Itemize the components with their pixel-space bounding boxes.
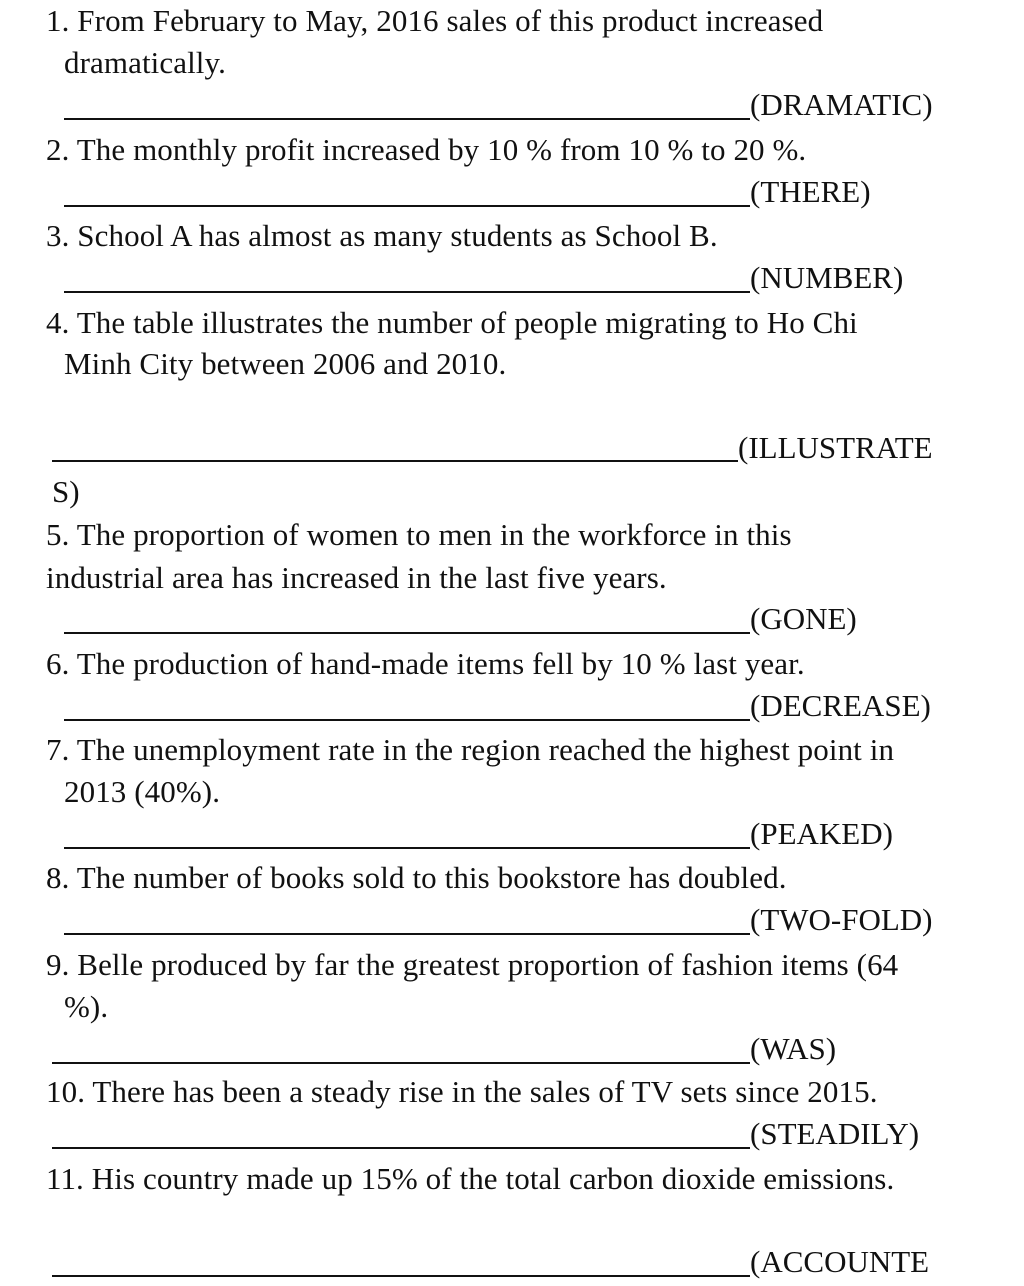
item-6-hint: (DECREASE): [750, 688, 931, 723]
item-9-hint: (WAS): [750, 1031, 837, 1066]
item-2-line-1: 2. The monthly profit increased by 10 % from 10 % to 20 %.: [46, 132, 807, 167]
item-5-hint: (GONE): [750, 601, 857, 636]
item-5-line-2: industrial area has increased in the last five years.: [46, 560, 667, 595]
item-8-answer-blank[interactable]: [64, 933, 750, 935]
item-4-hint-continuation: S): [52, 474, 80, 509]
item-3-hint: (NUMBER): [750, 260, 904, 295]
item-10-hint: (STEADILY): [750, 1116, 920, 1151]
item-4-hint: (ILLUSTRATE: [738, 430, 933, 465]
item-4-line-1: 4. The table illustrates the number of people migrating to Ho Chi: [46, 305, 858, 340]
item-10-answer-blank[interactable]: [52, 1147, 750, 1149]
item-1-hint: (DRAMATIC): [750, 87, 933, 122]
item-3-line-1: 3. School A has almost as many students as School B.: [46, 218, 718, 253]
item-7-line-2: 2013 (40%).: [64, 774, 221, 809]
item-9-answer-blank[interactable]: [52, 1062, 750, 1064]
item-1-line-2: dramatically.: [64, 45, 226, 80]
item-2-answer-blank[interactable]: [64, 205, 750, 207]
item-7-answer-blank[interactable]: [64, 847, 750, 849]
item-4-answer-blank[interactable]: [52, 460, 738, 462]
item-8-line-1: 8. The number of books sold to this bookstore has doubled.: [46, 860, 787, 895]
item-7-line-1: 7. The unemployment rate in the region reached the highest point in: [46, 732, 895, 767]
item-9-line-1: 9. Belle produced by far the greatest proportion of fashion items (64: [46, 947, 899, 982]
item-11-line-1: 11. His country made up 15% of the total carbon dioxide emissions.: [46, 1161, 895, 1196]
item-1-answer-blank[interactable]: [64, 118, 750, 120]
item-2-hint: (THERE): [750, 174, 871, 209]
item-10-line-1: 10. There has been a steady rise in the sales of TV sets since 2015.: [46, 1074, 878, 1109]
item-6-line-1: 6. The production of hand-made items fell by 10 % last year.: [46, 646, 805, 681]
item-11-answer-blank[interactable]: [52, 1275, 750, 1277]
item-11-hint: (ACCOUNTE: [750, 1244, 930, 1279]
item-9-line-2: %).: [64, 989, 109, 1024]
item-5-answer-blank[interactable]: [64, 632, 750, 634]
item-1-line-1: 1. From February to May, 2016 sales of this product increased: [46, 3, 824, 38]
item-4-line-2: Minh City between 2006 and 2010.: [64, 346, 507, 381]
item-7-hint: (PEAKED): [750, 816, 893, 851]
item-5-line-1: 5. The proportion of women to men in the workforce in this: [46, 517, 792, 552]
item-8-hint: (TWO-FOLD): [750, 902, 933, 937]
item-6-answer-blank[interactable]: [64, 719, 750, 721]
item-3-answer-blank[interactable]: [64, 291, 750, 293]
